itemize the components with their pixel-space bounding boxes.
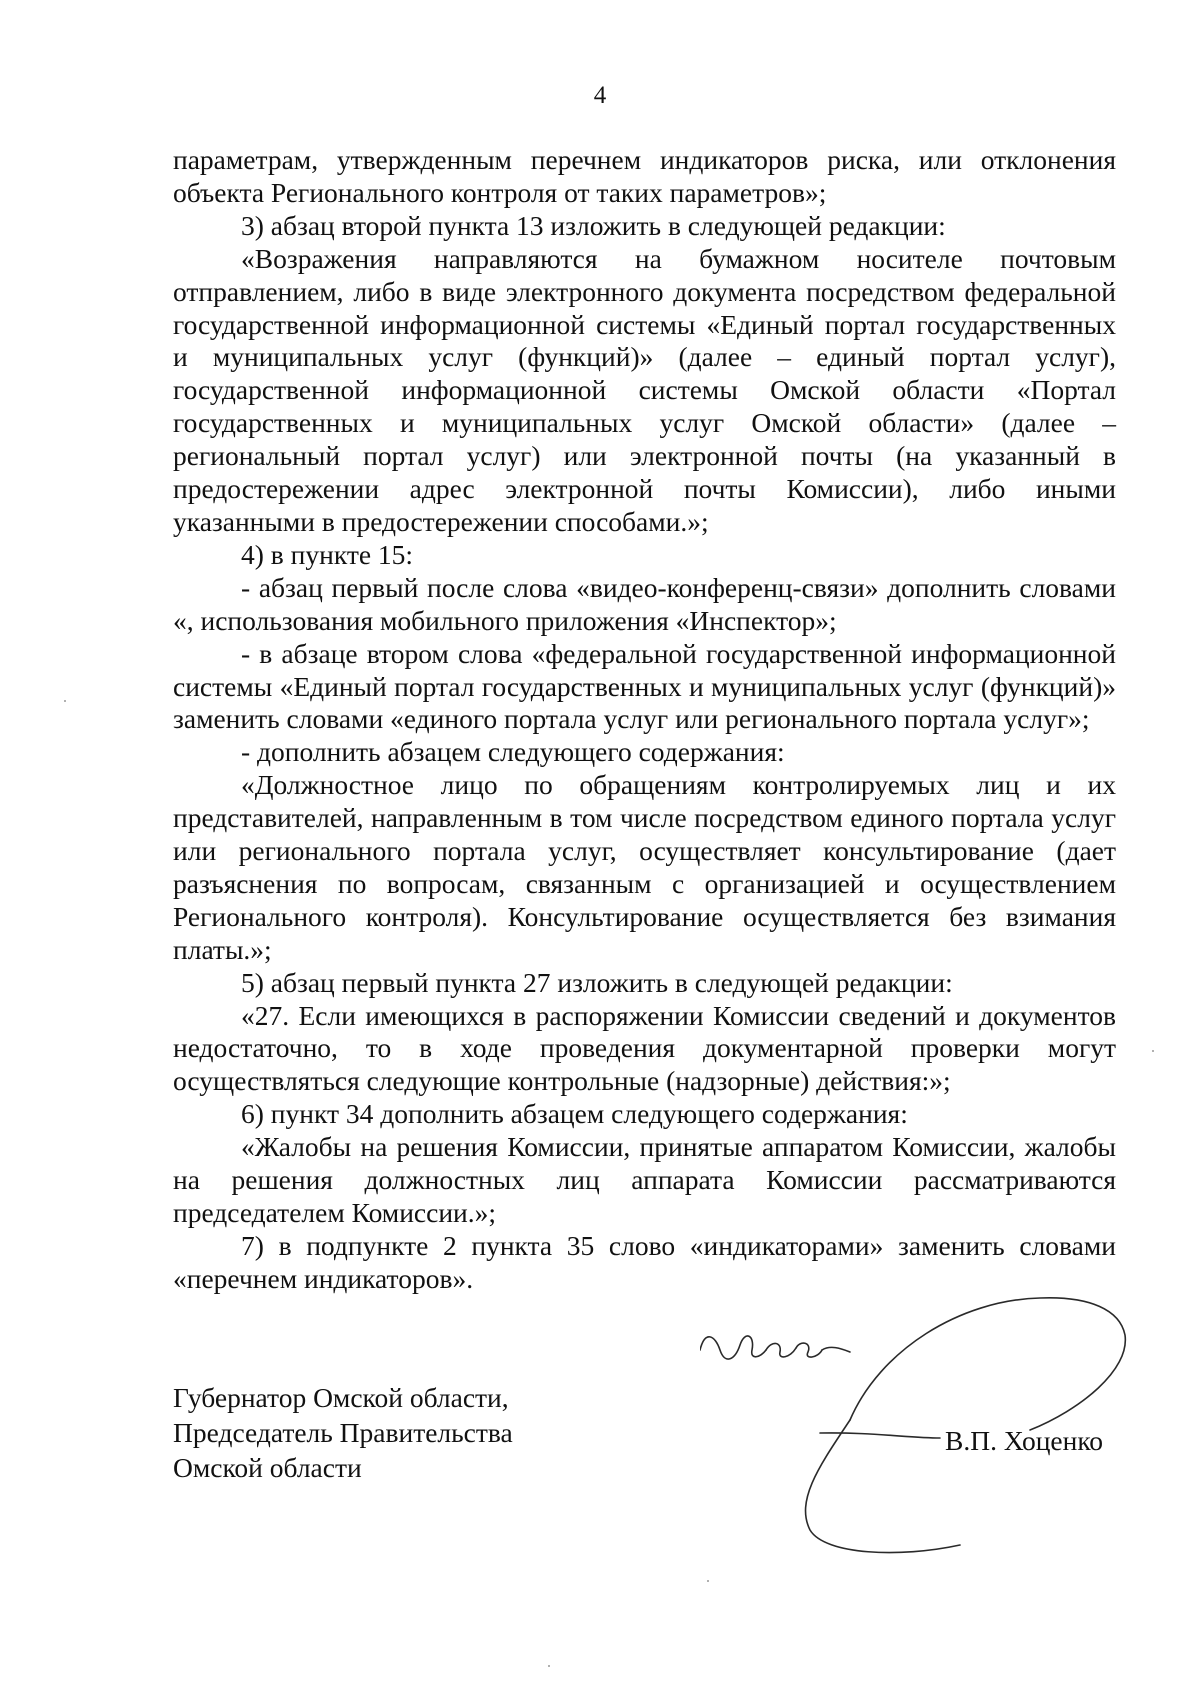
paragraph-item-5: 5) абзац первый пункта 27 изложить в следующей редакции: — [241, 966, 953, 998]
position-line: Председатель Правительства — [173, 1417, 513, 1448]
paragraph-item-4: 4) в пункте 15: — [241, 538, 414, 570]
paragraph-item-27-text: «27. Если имеющихся в распоряжении Комиссии сведений и документов недостаточно, то в ходе проведения документарной проверки могут осуществляться следующие контрольные (надзорные) действия:»; — [173, 999, 1116, 1097]
signer-name: В.П. Хоценко — [945, 1425, 1104, 1456]
paragraph-objections-text: «Возражения направляются на бумажном носителе почтовым отправлением, либо в виде электронного документа посредством федеральной государственной информационной системы «Единый портал государственных и муниципальных услуг (функций)» (далее – единый портал услуг), государственной информационной системы Омской области «Портал государственных и муниципальных услуг Омской области» (далее – региональный портал услуг) или электронной почты (на указанный в предостережении адрес электронной почты Комиссии), либо иными указанными в предостережении способами.»; — [173, 242, 1116, 537]
paragraph-item-3: 3) абзац второй пункта 13 изложить в следующей редакции: — [241, 209, 946, 241]
paragraph-item-4-third: - дополнить абзацем следующего содержания: — [241, 736, 785, 768]
paragraph-complaints-text: «Жалобы на решения Комиссии, принятые аппаратом Комиссии, жалобы на решения должностных лиц аппарата Комиссии рассматриваются председателем Комиссии.»; — [173, 1131, 1116, 1228]
position-line: Омской области — [173, 1452, 362, 1483]
scan-speck — [1152, 1050, 1154, 1052]
position-line: Губернатор Омской области, — [173, 1382, 509, 1413]
signatory-position — [173, 1380, 513, 1485]
document-body — [173, 144, 1116, 1296]
page-number: 4 — [593, 82, 607, 109]
scan-speck — [548, 1665, 550, 1667]
paragraph-item-4-second: - в абзаце втором слова «федеральной государственной информационной системы «Единый портал государственных и муниципальных услуг (функций)» заменить словами «единого портала услуг или регионального портала услуг»; — [173, 637, 1116, 735]
paragraph-item-6: 6) пункт 34 дополнить абзацем следующего содержания: — [241, 1098, 908, 1130]
paragraph-consultation-text: «Должностное лицо по обращениям контролируемых лиц и их представителей, направленным в том числе посредством единого портала услуг или регионального портала услуг, осуществляет консультирование (дает разъяснения по вопросам, связанным с организацией и осуществлением Регионального контроля). Консультирование осуществляется без взимания платы.»; — [173, 769, 1116, 965]
scan-speck — [707, 1580, 709, 1582]
paragraph-item-4-first: - абзац первый после слова «видео-конференц-связи» дополнить словами «, использования мобильного приложения «Инспектор»; — [173, 571, 1116, 636]
paragraph-item-7: 7) в подпункте 2 пункта 35 слово «индикаторами» заменить словами «перечнем индикаторов». — [173, 1229, 1116, 1294]
scan-speck — [64, 700, 66, 702]
paragraph-continuation: параметрам, утвержденным перечнем индикаторов риска, или отклонения объекта Регионального контроля от таких параметров»; — [173, 144, 1116, 208]
